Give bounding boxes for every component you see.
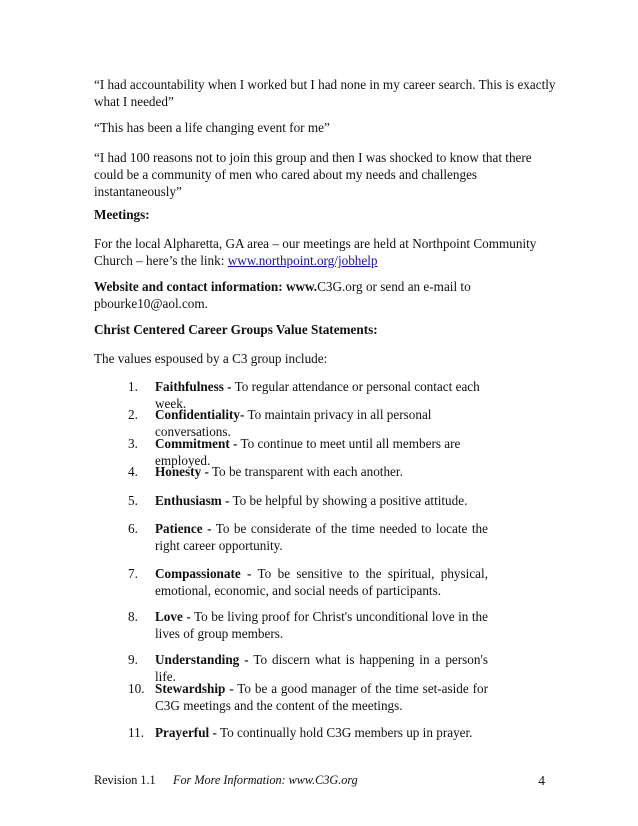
page-number: 4 bbox=[538, 773, 545, 788]
testimonial-quote-2: “This has been a life changing event for me” bbox=[94, 120, 330, 135]
value-item-term: Stewardship - bbox=[155, 681, 234, 696]
value-item-text bbox=[155, 520, 488, 554]
value-item-term: Compassionate - bbox=[155, 566, 252, 581]
value-item-number: 7. bbox=[128, 566, 138, 581]
meetings-text bbox=[94, 235, 556, 269]
value-item-term: Faithfulness - bbox=[155, 379, 232, 394]
value-item-description: To be transparent with each another. bbox=[208, 464, 403, 479]
northpoint-link[interactable]: www.northpoint.org/jobhelp bbox=[227, 253, 378, 268]
website-label: Website and contact information: www. bbox=[94, 279, 318, 294]
value-statements-intro: The values espoused by a C3 group include: bbox=[94, 351, 328, 366]
value-item-description: To continue to meet until all members are employed. bbox=[155, 436, 461, 468]
value-item-text bbox=[155, 463, 488, 480]
value-item-term: Understanding - bbox=[155, 652, 249, 667]
value-item-text bbox=[155, 565, 488, 599]
value-item-term: Commitment - bbox=[155, 436, 238, 451]
value-item-number: 8. bbox=[128, 609, 138, 624]
value-item-description: To continually hold C3G members up in prayer. bbox=[216, 725, 473, 740]
value-statements-heading: Christ Centered Career Groups Value Statements: bbox=[94, 322, 378, 337]
value-item-number: 3. bbox=[128, 436, 138, 451]
value-item-number: 2. bbox=[128, 407, 138, 422]
website-contact-paragraph bbox=[94, 278, 556, 312]
value-item-text bbox=[155, 492, 488, 509]
value-item-description: To discern what is happening in a person's life. bbox=[155, 652, 488, 684]
value-item-number: 4. bbox=[128, 464, 138, 479]
value-item-description: To be sensitive to the spiritual, physical, emotional, economic, and social needs of participants. bbox=[155, 566, 488, 598]
value-item-description: To be considerate of the time needed to locate the right career opportunity. bbox=[155, 521, 488, 553]
value-item-description: To be helpful by showing a positive attitude. bbox=[229, 493, 468, 508]
value-item-term: Love - bbox=[155, 609, 191, 624]
value-item-term: Prayerful - bbox=[155, 725, 217, 740]
value-item-number: 5. bbox=[128, 493, 138, 508]
footer-info: For More Information: www.C3G.org bbox=[173, 773, 358, 787]
value-item-text bbox=[155, 724, 488, 741]
testimonial-quote-3: “I had 100 reasons not to join this group and then I was shocked to know that there could be a community of men who cared about my needs and challenges instantaneously” bbox=[94, 150, 532, 199]
footer-revision: Revision 1.1 bbox=[94, 773, 156, 787]
value-item-description: To maintain privacy in all personal conversations. bbox=[155, 407, 432, 439]
value-item-term: Patience - bbox=[155, 521, 212, 536]
value-item-number: 1. bbox=[128, 379, 138, 394]
value-item-term: Enthusiasm - bbox=[155, 493, 230, 508]
value-item-term: Honesty - bbox=[155, 464, 209, 479]
value-item-number: 10. bbox=[128, 681, 145, 696]
value-item-number: 6. bbox=[128, 521, 138, 536]
value-item-number: 11. bbox=[128, 725, 144, 740]
value-item-description: To be a good manager of the time set-aside for C3G meetings and the content of the meetings. bbox=[155, 681, 488, 713]
meetings-description: For the local Alpharetta, GA area – our meetings are held at Northpoint Community Church – here’s the link: bbox=[94, 236, 537, 268]
value-item-text bbox=[155, 680, 488, 714]
meetings-heading: Meetings: bbox=[94, 207, 150, 222]
value-item-number: 9. bbox=[128, 652, 138, 667]
value-item-text bbox=[155, 608, 488, 642]
value-item-description: To be living proof for Christ's unconditional love in the lives of group members. bbox=[155, 609, 488, 641]
testimonial-quote-1: “I had accountability when I worked but I had none in my career search. This is exactly what I needed” bbox=[94, 77, 556, 109]
value-item-description: To regular attendance or personal contact each week. bbox=[155, 379, 480, 411]
website-contact-text: C3G.org or send an e-mail to pbourke10@aol.com. bbox=[94, 279, 471, 311]
value-item-term: Confidentiality- bbox=[155, 407, 245, 422]
